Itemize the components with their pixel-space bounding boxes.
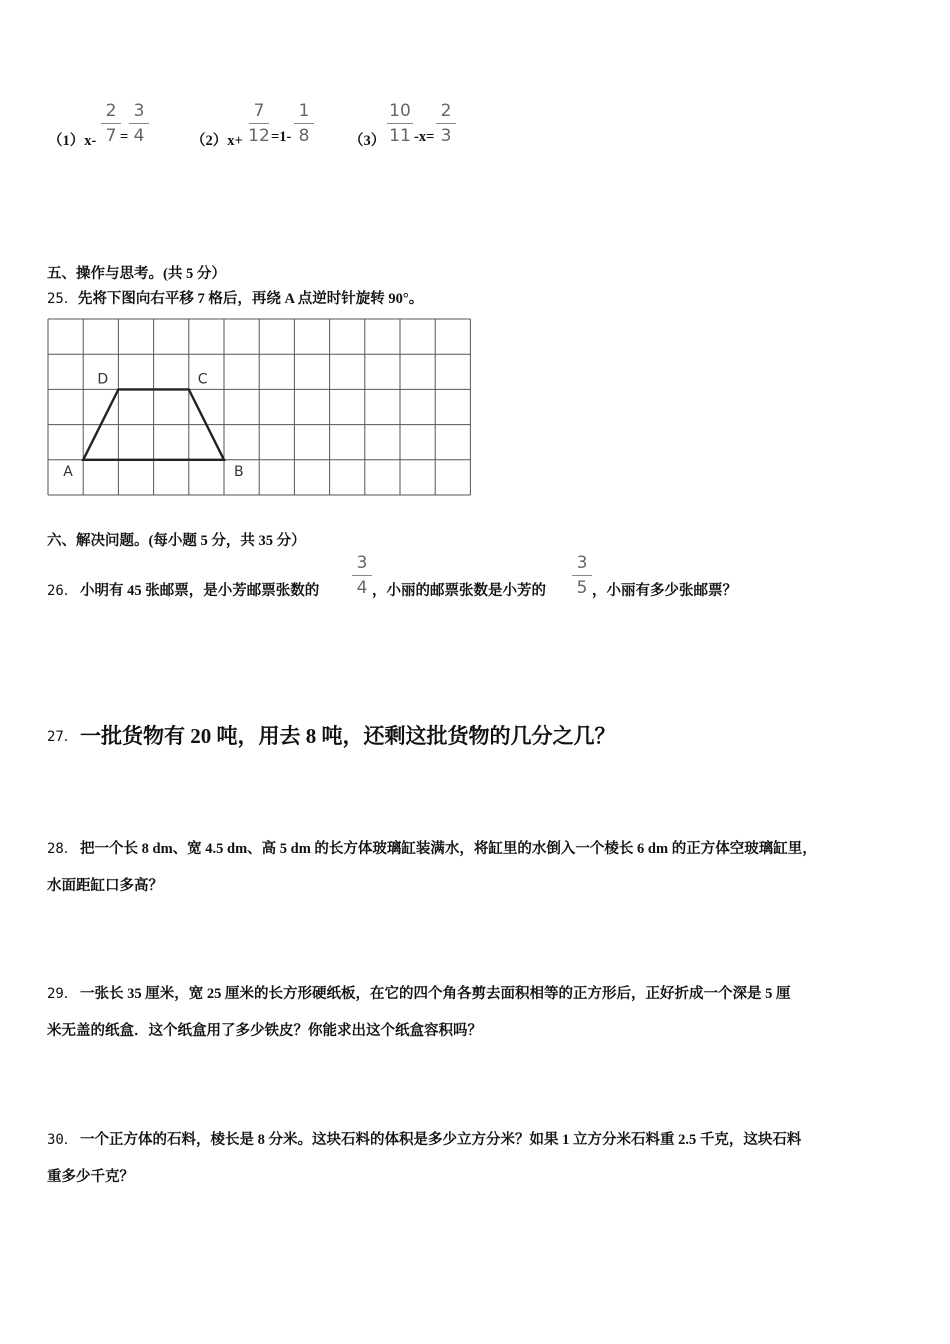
- fraction-numerator: 2: [440, 101, 452, 121]
- question-25-number: 25．: [47, 291, 78, 307]
- section-6-title: 六、解决问题。(每小题 5 分，共 35 分）: [47, 533, 306, 549]
- fraction-numerator: 10: [389, 101, 411, 121]
- question-26-fraction-a: [351, 554, 373, 597]
- fraction-numerator: 2: [105, 101, 117, 121]
- equation-2-fraction-b: [293, 102, 315, 145]
- fraction-denominator: 7: [105, 126, 117, 146]
- equation-2-equals: =1-: [271, 129, 292, 145]
- grid-figure: [47, 318, 471, 505]
- fraction-numerator: 1: [298, 101, 310, 121]
- vertex-label-c: C: [197, 371, 208, 388]
- question-25-text: 先将下图向右平移 7 格后，再绕 A 点逆时针旋转 90°。: [77, 291, 424, 307]
- question-30-number: 30．: [47, 1132, 78, 1148]
- fraction-denominator: 4: [133, 126, 145, 146]
- question-29-line1: 一张长 35 厘米，宽 25 厘米的长方形硬纸板，在它的四个角各剪去面积相等的正方形后，正好折成一个深是 5 厘: [80, 986, 791, 1002]
- question-26-number: 26．: [47, 583, 78, 599]
- question-29-number: 29．: [47, 986, 78, 1002]
- equation-2-label: （2）x+: [191, 133, 243, 149]
- question-26-text-part3: ，小丽有多少张邮票？: [592, 583, 737, 599]
- equation-3-label: （3）: [349, 133, 386, 149]
- fraction-numerator: 3: [576, 553, 588, 573]
- question-28-line1: 把一个长 8 dm、宽 4.5 dm、高 5 dm 的长方体玻璃缸装满水，将缸里的水倒入一个棱长 6 dm 的正方体空玻璃缸里，: [80, 841, 817, 857]
- fraction-denominator: 5: [576, 578, 588, 598]
- equation-3-fraction-b: [435, 102, 457, 145]
- question-30-line1: 一个正方体的石料，棱长是 8 分米。这块石料的体积是多少立方分米？如果 1 立方分米石料重 2.5 千克，这块石料: [80, 1132, 802, 1148]
- equation-2-fraction-a: [248, 102, 270, 145]
- fraction-numerator: 3: [356, 553, 368, 573]
- question-28-number: 28．: [47, 841, 78, 857]
- fraction-numerator: 7: [253, 101, 265, 121]
- question-26-fraction-b: [571, 554, 593, 597]
- equation-1-label: （1）x-: [48, 133, 97, 149]
- question-29-line2: 米无盖的纸盒．这个纸盒用了多少铁皮？你能求出这个纸盒容积吗？: [47, 1023, 482, 1039]
- question-28-line2: 水面距缸口多高？: [47, 878, 163, 894]
- section-5-title: 五、操作与思考。(共 5 分）: [47, 266, 226, 282]
- vertex-label-b: B: [234, 463, 244, 480]
- equation-1-fraction-a: [100, 102, 122, 145]
- equation-1-fraction-b: [128, 102, 150, 145]
- question-27-number: 27．: [47, 729, 78, 745]
- equation-3-fraction-a: [386, 102, 414, 145]
- fraction-denominator: 11: [389, 126, 411, 146]
- grid-svg: [47, 318, 471, 500]
- fraction-denominator: 4: [356, 578, 368, 598]
- vertex-label-a: A: [63, 463, 73, 480]
- equation-1-equals: =: [120, 129, 129, 145]
- question-27-text: 一批货物有 20 吨，用去 8 吨，还剩这批货物的几分之几？: [80, 724, 616, 748]
- question-26-text-part1: 小明有 45 张邮票，是小芳邮票张数的: [80, 583, 320, 599]
- question-30-line2: 重多少千克？: [47, 1169, 134, 1185]
- fraction-denominator: 12: [248, 126, 270, 146]
- fraction-numerator: 3: [133, 101, 145, 121]
- question-25: [47, 287, 423, 308]
- fraction-denominator: 3: [440, 126, 452, 146]
- fraction-denominator: 8: [298, 126, 310, 146]
- question-26-text-part2: ，小丽的邮票张数是小芳的: [372, 583, 546, 599]
- vertex-label-d: D: [97, 371, 109, 388]
- equation-3-equals: -x=: [414, 129, 435, 145]
